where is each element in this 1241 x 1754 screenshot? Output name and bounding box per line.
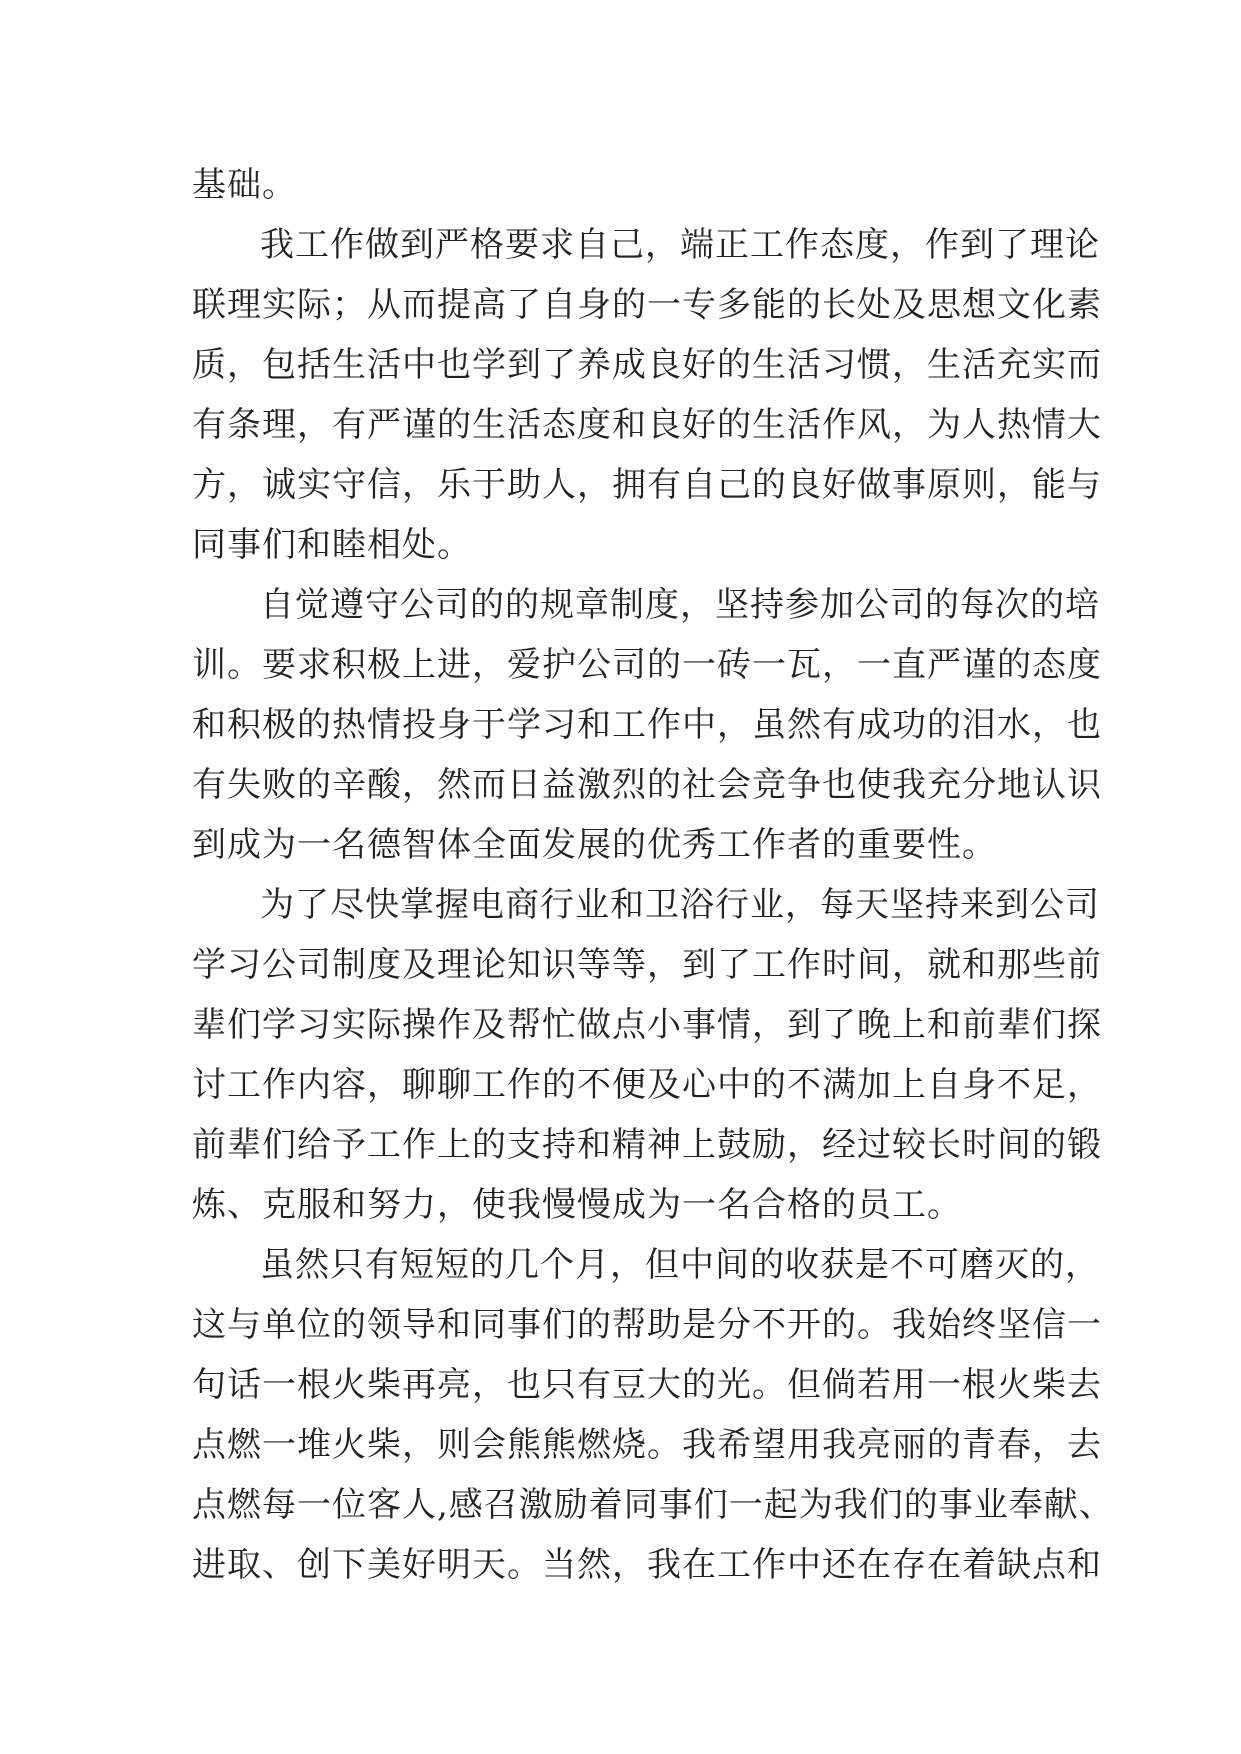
text-line: 前辈们给予工作上的支持和精神上鼓励，经过较长时间的锻	[192, 1125, 1102, 1165]
text-line: 这与单位的领导和同事们的帮助是分不开的。我始终坚信一	[192, 1305, 1102, 1345]
text-line: 点燃每一位客人,感召激励着同事们一起为我们的事业奉献、	[192, 1485, 1114, 1525]
text-line: 自觉遵守公司的的规章制度，坚持参加公司的每次的培	[260, 585, 1100, 625]
text-line: 辈们学习实际操作及帮忙做点小事情，到了晚上和前辈们探	[192, 1005, 1102, 1045]
text-line: 联理实际；从而提高了自身的一专多能的长处及思想文化素	[192, 285, 1102, 325]
text-line: 有失败的辛酸，然而日益激烈的社会竞争也使我充分地认识	[192, 765, 1102, 805]
text-line: 讨工作内容，聊聊工作的不便及心中的不满加上自身不足，	[192, 1065, 1102, 1105]
text-line: 为了尽快掌握电商行业和卫浴行业，每天坚持来到公司	[260, 885, 1100, 925]
text-line: 有条理，有严谨的生活态度和良好的生活作风，为人热情大	[192, 405, 1102, 445]
text-line: 和积极的热情投身于学习和工作中，虽然有成功的泪水，也	[192, 705, 1102, 745]
text-line: 虽然只有短短的几个月，但中间的收获是不可磨灭的，	[260, 1245, 1100, 1285]
text-line: 训。要求积极上进，爱护公司的一砖一瓦，一直严谨的态度	[192, 645, 1102, 685]
text-line: 基础。	[192, 165, 297, 205]
text-line: 方，诚实守信，乐于助人，拥有自己的良好做事原则，能与	[192, 465, 1102, 505]
text-line: 同事们和睦相处。	[192, 525, 472, 565]
text-line: 句话一根火柴再亮，也只有豆大的光。但倘若用一根火柴去	[192, 1365, 1102, 1405]
text-line: 到成为一名德智体全面发展的优秀工作者的重要性。	[192, 825, 997, 865]
text-line: 点燃一堆火柴，则会熊熊燃烧。我希望用我亮丽的青春，去	[192, 1425, 1102, 1465]
text-line: 炼、克服和努力，使我慢慢成为一名合格的员工。	[192, 1185, 962, 1225]
text-line: 学习公司制度及理论知识等等，到了工作时间，就和那些前	[192, 945, 1102, 985]
text-line: 进取、创下美好明天。当然，我在工作中还在存在着缺点和	[192, 1545, 1102, 1585]
text-line: 我工作做到严格要求自己，端正工作态度，作到了理论	[260, 225, 1100, 265]
body-text	[192, 155, 1114, 1595]
text-line: 质，包括生活中也学到了养成良好的生活习惯，生活充实而	[192, 345, 1102, 385]
